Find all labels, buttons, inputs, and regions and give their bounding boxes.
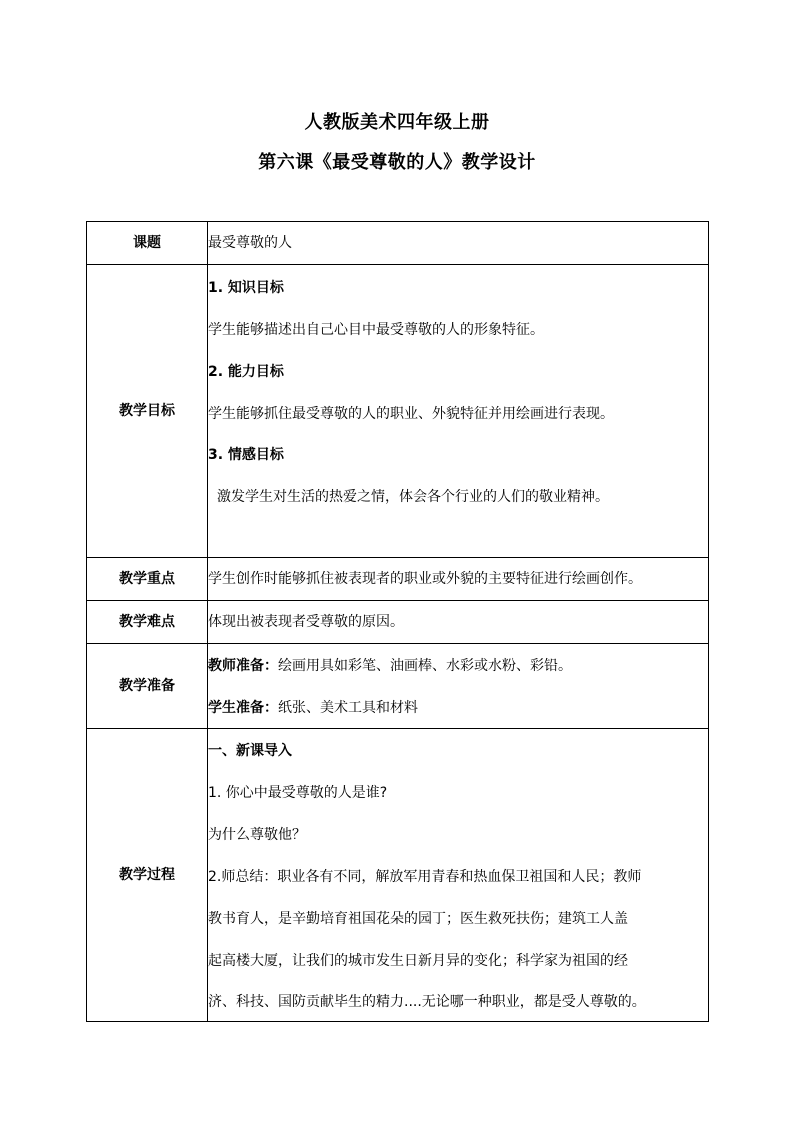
document-subtitle: 第六课《最受尊敬的人》教学设计 [258,152,536,173]
process-summary-line-4: 济、科技、国防贡献毕生的精力....无论哪一种职业，都是受人尊敬的。 [208,994,646,1010]
process-section-heading: 一、新课导入 [208,743,292,759]
teacher-preparation-label: 教师准备： [208,658,278,674]
process-summary-line-1: 2.师总结：职业各有不同，解放军用青春和热血保卫祖国和人民；教师 [208,869,642,885]
table-row-nandian [87,601,709,644]
table-row-zhunbei [87,644,709,729]
objective-text-emotion: 激发学生对生活的热爱之情，体会各个行业的人们的敬业精神。 [217,489,609,505]
objective-heading-emotion: 3. 情感目标 [208,447,284,463]
objective-text-ability: 学生能够抓住最受尊敬的人的职业、外貌特征并用绘画进行表现。 [208,406,614,422]
process-summary-line-2: 教书育人，是辛勤培育祖国花朵的园丁；医生救死扶伤；建筑工人盖 [208,911,628,927]
value-keti: 最受尊敬的人 [208,222,709,265]
table-row-zhongdian [87,558,709,601]
document-title: 人教版美术四年级上册 [304,112,490,133]
label-keti: 课题 [87,222,208,265]
student-preparation [208,699,708,717]
label-nandian: 教学难点 [87,601,208,644]
label-guocheng: 教学过程 [87,729,208,1022]
process-question-1: 1. 你心中最受尊敬的人是谁? [208,785,388,801]
table-row-mubiao [87,265,709,558]
objective-text-knowledge: 学生能够描述出自己心目中最受尊敬的人的形象特征。 [208,322,544,338]
student-preparation-value: 纸张、美术工具和材料 [278,700,418,716]
objective-heading-ability: 2. 能力目标 [208,364,284,380]
value-nandian: 体现出被表现者受尊敬的原因。 [208,601,709,644]
table-row-guocheng [87,729,709,1022]
table-row-keti [87,222,709,265]
objectives-cell [208,265,709,558]
objective-heading-knowledge: 1. 知识目标 [208,280,284,296]
process-cell [208,729,709,1022]
label-zhunbei: 教学准备 [87,644,208,729]
process-question-1b: 为什么尊敬他？ [208,827,306,843]
lesson-plan-table [86,221,709,1022]
value-zhongdian: 学生创作时能够抓住被表现者的职业或外貌的主要特征进行绘画创作。 [208,558,709,601]
process-summary-line-3: 起高楼大厦，让我们的城市发生日新月异的变化；科学家为祖国的经 [208,953,628,969]
label-zhongdian: 教学重点 [87,558,208,601]
student-preparation-label: 学生准备： [208,700,278,716]
teacher-preparation-value: 绘画用具如彩笔、油画棒、水彩或水粉、彩铅。 [278,658,572,674]
label-mubiao: 教学目标 [87,265,208,558]
preparation-cell [208,644,709,729]
teacher-preparation [208,657,708,675]
